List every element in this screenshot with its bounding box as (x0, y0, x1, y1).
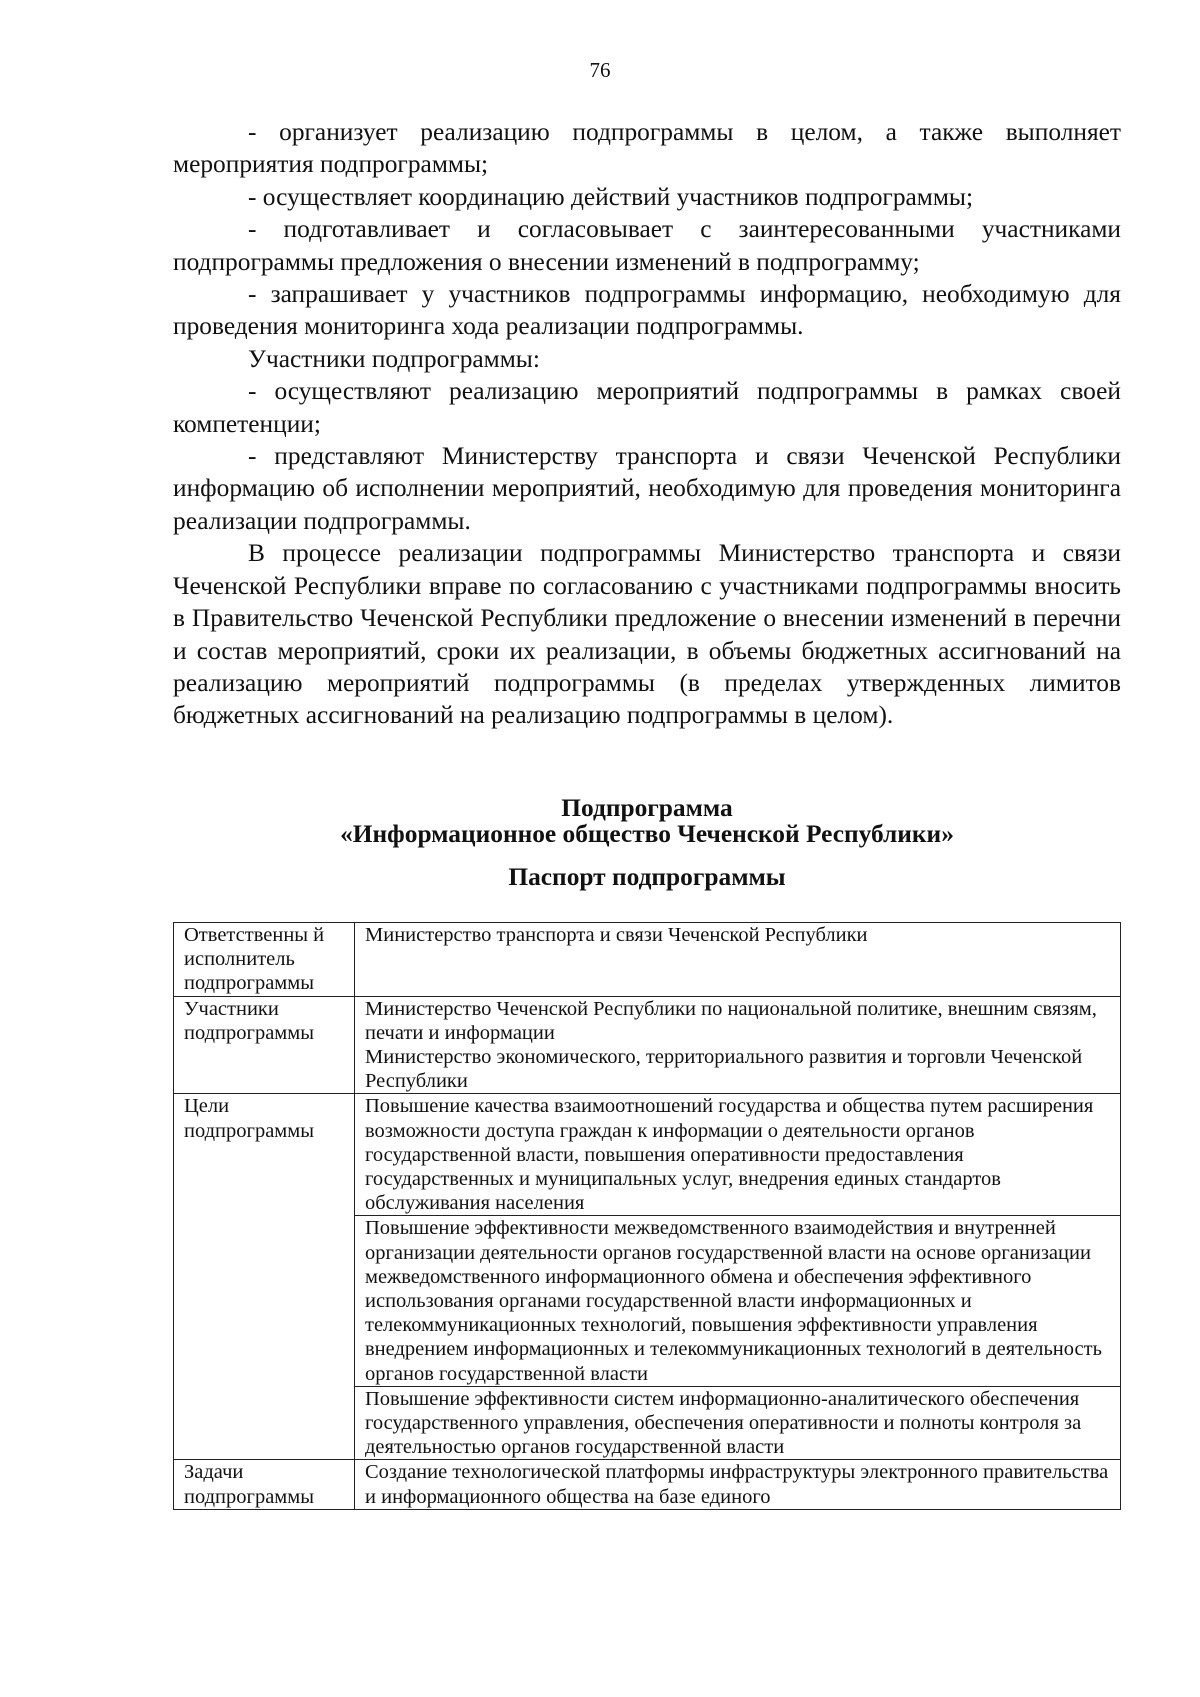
section-title-line: Подпрограмма (561, 794, 733, 822)
row-value: Повышение эффективности межведомственного взаимодействия и внутренней организации деятельности органов государственной власти на основе организации межведомственного информационного обмена и обеспечения эффективного использования органами государственной власти информационных и телекоммуникационных технологий, повышения эффективности управления внедрением информационных и телекоммуникационных технологий в деятельность органов государственной власти (355, 1216, 1121, 1386)
row-value-line: Министерство Чеченской Республики по национальной политике, внешним связям, печати и информации (365, 997, 1097, 1044)
row-label: Ответственны й исполнитель подпрограммы (174, 923, 355, 997)
paragraph: Участники подпрограммы: (248, 344, 540, 373)
page-number: 76 (589, 58, 611, 82)
row-value-line: Министерство экономического, территориального развития и торговли Чеченской Республики (365, 1046, 1083, 1093)
section-subtitle: Паспорт подпрограммы (508, 863, 786, 891)
paragraph: - организует реализацию подпрограммы в целом, а также выполняет мероприятия подпрограммы; (173, 118, 1121, 179)
passport-table (173, 922, 1121, 1510)
paragraph: - подготавливает и согласовывает с заинтересованными участниками подпрограммы предложения о внесении изменений в подпрограмму; (173, 215, 1121, 276)
table-row (174, 923, 1121, 997)
paragraph: - осуществляют реализацию мероприятий подпрограммы в рамках своей компетенции; (173, 377, 1121, 438)
paragraph: - осуществляет координацию действий участников подпрограммы; (248, 182, 974, 211)
table-row (174, 1460, 1121, 1509)
row-value: Повышение эффективности систем информационно-аналитического обеспечения государственного управления, обеспечения оперативности и полноты контроля за деятельностью органов государственной власти (355, 1386, 1121, 1460)
table-row (174, 1094, 1121, 1216)
row-label: Задачи подпрограммы (174, 1460, 355, 1509)
row-value: Повышение качества взаимоотношений государства и общества путем расширения возможности доступа граждан к информации о деятельности органов государственной власти, повышения оперативности предоставления государственных и муниципальных услуг, внедрения единых стандартов обслуживания населения (355, 1094, 1121, 1216)
row-value: Министерство транспорта и связи Чеченской Республики (355, 923, 1121, 997)
row-value: Создание технологической платформы инфраструктуры электронного правительства и информационного общества на базе единого (355, 1460, 1121, 1509)
paragraph: - запрашивает у участников подпрограммы информацию, необходимую для проведения мониторинга хода реализации подпрограммы. (173, 280, 1121, 341)
section-title-line: «Информационное общество Чеченской Республики» (340, 820, 954, 848)
row-label: Цели подпрограммы (174, 1094, 355, 1460)
section-title (173, 795, 1121, 847)
paragraph: В процессе реализации подпрограммы Министерство транспорта и связи Чеченской Республики вправе по согласованию с участниками подпрограммы вносить в Правительство Чеченской Республики предложение о внесении изменений в перечни и состав мероприятий, сроки их реализации, в объемы бюджетных ассигнований на реализацию мероприятий подпрограммы (в пределах утвержденных лимитов бюджетных ассигнований на реализацию подпрограммы в целом). (173, 539, 1121, 730)
table-row (174, 996, 1121, 1094)
paragraph: - представляют Министерству транспорта и связи Чеченской Республики информацию об исполнении мероприятий, необходимую для проведения мониторинга реализации подпрограммы. (173, 442, 1121, 535)
body-text (173, 116, 1121, 732)
row-value (355, 996, 1121, 1094)
row-label: Участники подпрограммы (174, 996, 355, 1094)
